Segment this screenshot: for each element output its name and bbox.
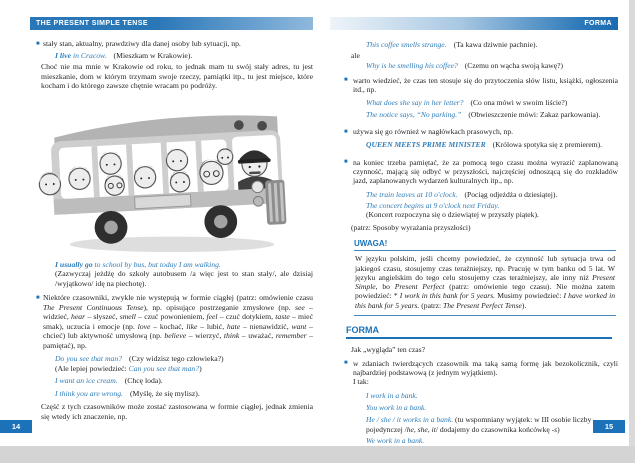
example-sentence: I work in a bank. xyxy=(366,390,418,400)
example-sentence: The train leaves at 10 o'clock. (Pociąg odjeżdża o dziesiątej). xyxy=(366,189,558,199)
body-text: I tak: xyxy=(353,377,369,387)
bullet-text: używa się go również w nagłówkach prasowych, np. xyxy=(353,127,514,137)
bullet-paragraph xyxy=(344,158,618,186)
example-sentence: I think you are wrong. (Myślę, że się mylisz). xyxy=(55,388,200,398)
bullet-paragraph xyxy=(344,359,618,378)
note-box: W języku polskim, jeśli chcemy powiedzieć, że czynność lub sytuacja trwa od jakiegoś czasu, stosujemy czas teraźniejszy, np. Pracuję w tym banku od 5 lat. W języku angielskim do tego celu stosujemy czas teraźniejszy, ale inny niż Present Simple, bo Present Perfect (patrz: omówienie tego czasu). Nie można zatem powiedzieć: * I work in this bank for 5 years. Musimy powiedzieć: I have worked in this bank for 5 years. (patrz: The Present Perfect Tense). xyxy=(354,250,616,316)
example-note: (Ale lepiej powiedzieć: Can you see that man?) xyxy=(55,363,202,373)
bullet-square-icon: ■ xyxy=(344,360,348,367)
headlight xyxy=(251,180,263,192)
example-sentence: This coffee smells strange. (Ta kawa dziwnie pachnie). xyxy=(366,40,538,49)
example-sentence: The notice says, “No parking.” (Obwieszczenie mówi: Zakaz parkowania). xyxy=(366,109,601,119)
example-translation: (Zazwyczaj jeżdżę do szkoły autobusem /a więc jest to stan stały/, ale dzisiaj /wyjątkowo/ idę na piechotę). xyxy=(55,269,313,288)
chapter-header-bar xyxy=(30,17,313,30)
illustration-container xyxy=(30,93,313,258)
example-sentence: Why is he smelling his coffee? (Czemu on wącha swoją kawę?) xyxy=(366,60,564,70)
bullet-paragraph xyxy=(344,76,618,95)
bullet-paragraph xyxy=(36,293,313,350)
section-header-title: FORMA xyxy=(584,20,612,27)
bullet-text: stały stan, aktualny, prawdziwy dla danej osoby lub sytuacji, np. xyxy=(43,39,241,48)
example-sentence: We work in a bank. xyxy=(366,435,425,445)
connector-word: ale xyxy=(351,51,360,61)
bus-illustration xyxy=(37,93,307,253)
section-header-bar xyxy=(330,17,618,30)
section-title: FORMA xyxy=(346,325,612,339)
bullet-paragraph xyxy=(36,39,313,49)
example-sentence: I usually go to school by bus, but today I am walking. xyxy=(55,259,221,269)
headlight xyxy=(253,196,263,206)
bullet-text: w zdaniach twierdzących czasownik ma taką samą formę jak bezokolicznik, czyli najbardziej podstawową (z jednym wyjątkiem). xyxy=(353,358,618,378)
example-translation: (Koncert rozpoczyna się o dziewiątej w przyszły piątek). xyxy=(366,210,539,220)
bullet-square-icon: ■ xyxy=(36,294,40,301)
example-sentence: I live in Cracow. (Mieszkam w Krakowie). xyxy=(55,50,193,60)
note-title: UWAGA! xyxy=(354,238,388,248)
example-sentence: You work in a bank. xyxy=(366,403,427,413)
body-paragraph: Jak „wygląda” ten czas? xyxy=(351,344,425,354)
page-number-right: 15 xyxy=(593,420,625,433)
example-sentence: Do you see that man? (Czy widzisz tego człowieka?) xyxy=(55,354,224,363)
scan-border-right xyxy=(629,0,635,446)
example-sentence: He / she / it works in a bank. (tu wspomniany wyjątek: w III osobie liczby pojedynczej /he, she, it/ dodajemy do czasownika końcówkę -s) xyxy=(366,415,592,434)
body-paragraph: Część z tych czasowników może zostać zastosowana w formie ciągłej, jednak zmienia się wtedy ich znaczenie, np. xyxy=(41,402,313,421)
bullet-text: na koniec trzeba pamiętać, że za pomocą tego czasu można wyrazić zaplanowaną czynność, mającą się odbyć w przyszłości, najczęściej odnoszącą się do rozkładów jazd, zaplanowanych wydarzeń kulturalnych itp., np. xyxy=(353,157,618,186)
bullet-paragraph xyxy=(344,127,618,136)
bullet-square-icon: ■ xyxy=(344,77,348,84)
cross-reference: (patrz: Sposoby wyrażania przyszłości) xyxy=(351,223,471,233)
left-page xyxy=(11,0,314,446)
page-number-left: 14 xyxy=(0,420,32,433)
bullet-square-icon: ■ xyxy=(344,159,348,166)
body-paragraph: Choć nie ma mnie w Krakowie od roku, to jednak mam tu swój stały adres, tu jest mieszkanie, dom w którym trzymam swoje rzeczy, pamiątki itp., tu jest miejsce, które kocham i do którego zawsze chętnie wracam po podróży. xyxy=(41,62,313,90)
example-sentence: What does she say in her letter? (Co ona mówi w swoim liście?) xyxy=(366,98,568,108)
chapter-title: THE PRESENT SIMPLE TENSE xyxy=(36,20,148,27)
bullet-square-icon: ■ xyxy=(344,128,348,135)
example-sentence: QUEEN MEETS PRIME MINISTER (Królowa spotyka się z premierem). xyxy=(366,140,603,150)
bullet-text: Niektóre czasowniki, zwykle nie występują w formie ciągłej (patrz: omówienie czasu The Present Continuous Tense), np. opisujące postrzeganie zmysłowe (np. see – widzieć, hear – słyszeć, smell – czuć powonieniem, feel – czuć dotykiem, taste – mieć smak), uczucia i emocje (np. love – kochać, like – lubić, hate – nienawidzić, want – chcieć) lub aktywność umysłową (np. believe – wierzyć, think – uważać, remember – pamiętać), np. xyxy=(43,293,314,350)
bullet-text: warto wiedzieć, że czas ten stosuje się do przytoczenia słów listu, książki, ogłoszenia itd., np. xyxy=(353,75,618,95)
bullet-square-icon: ■ xyxy=(36,40,40,47)
scan-border-bottom xyxy=(0,446,635,463)
example-sentence: The concert begins at 9 o'clock next Friday. xyxy=(366,200,500,210)
example-sentence: I want an ice cream. (Chcę loda). xyxy=(55,376,163,385)
right-page xyxy=(330,0,618,446)
